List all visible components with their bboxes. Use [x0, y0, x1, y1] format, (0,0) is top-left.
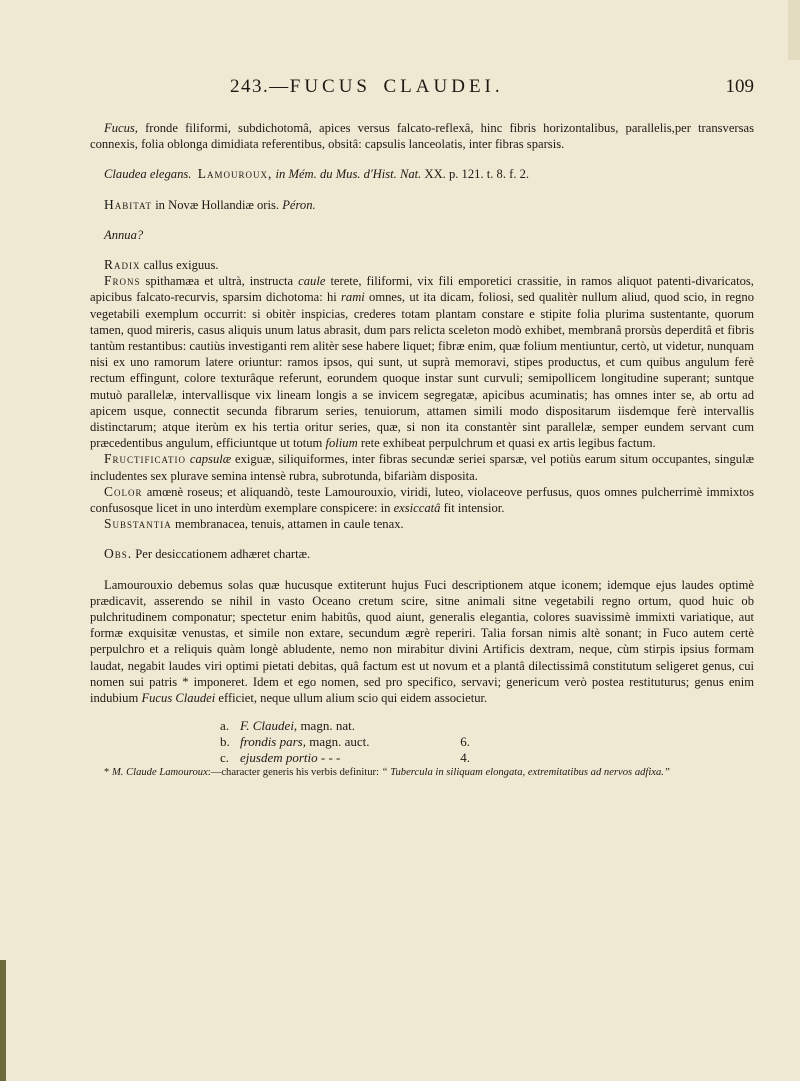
commentary-part1: Lamourouxio debemus solas quæ hucusque extiterunt hujus Fuci descriptionem atque iconem; idemque ejus laudes optimè prædicavit, asserendo se nihil in vasto Oceano cretum scire, sitne animali sitne vegetabili regno ortum, quod huic ob pulchritudinem componatur; spectetur enim habitûs, quod aiunt, generalis elegantia, colores suavissimè immixti variatique, aut formæ exquisitæ venustas, et simile non extare, secundum ægrè reperiri. Talia forsan nimis altè sonant; in Fuco autem certè perpulchro et a reliquis quàm longè abludente, nemo non mirabitur divini Artificis dextram, neque, cùm stirpis ipsius formam laudat, negabit laudes viri optimi pietati debitas, quâ factum est ut novum et a plantâ dilectissimâ constitutum seligeret genus, cui nomen sui patris * imponeret. Idem et ego nomen, sed pro specifico, servavi; genericum verò postea restituturus; genus enim indubium — [90, 577, 754, 706]
synonym-name: Claudea elegans. — [104, 167, 192, 182]
plate-desc: F. Claudei, magn. nat. — [240, 718, 355, 734]
obs-text: Per desiccationem adhæret chartæ. — [135, 547, 311, 562]
habitat-label: Habitat — [104, 196, 153, 212]
page-number: 109 — [725, 76, 754, 97]
footnote-text: :—character generis his verbis definitur: — [207, 767, 379, 779]
obs-label: Obs. — [104, 546, 133, 562]
frons — [90, 273, 754, 451]
fructificatio-capsulae: capsulæ — [189, 452, 232, 467]
fructificatio — [90, 451, 754, 483]
habitat-collector: Péron. — [282, 197, 316, 212]
plate-row — [220, 750, 754, 766]
page-corner-shadow — [788, 0, 800, 60]
synonym — [90, 166, 754, 182]
frons-caule: caule — [298, 274, 326, 289]
title-genus: FUCUS — [289, 76, 371, 97]
radix-text: callus exiguus. — [143, 258, 219, 273]
frons-folium: folium — [325, 436, 358, 451]
commentary — [90, 577, 754, 707]
habitat — [90, 197, 754, 213]
substantia — [90, 516, 754, 532]
plate-label: b. — [220, 734, 230, 750]
frons-part1: spithamæa et ultrà, instructa — [145, 274, 294, 289]
title-species: CLAUDEI. — [383, 76, 504, 97]
radix-label: Radix — [104, 257, 141, 273]
color-text2: fit intensior. — [443, 501, 505, 516]
fructificatio-label: Fructificatio — [104, 451, 187, 467]
substantia-label: Substantia — [104, 516, 172, 532]
commentary-part2: efficiet, neque ullum alium scio qui eidem associetur. — [218, 691, 488, 706]
plate-value: 6. — [460, 734, 470, 750]
species-number: 243.— — [230, 76, 290, 97]
color-exsiccata: exsiccatâ — [393, 501, 441, 516]
footnote-name: M. Claude Lamouroux — [111, 767, 208, 779]
annua: Annua? — [104, 227, 144, 242]
diagnosis — [90, 120, 754, 152]
frons-part2: terete, filiformi, vix fili emporetici crassitie, in ramos aliquot patenti-divaricatos, apicibus falcato-recurvis, sparsim dichotoma: hi — [90, 274, 754, 305]
color — [90, 484, 754, 516]
diagnosis-genus: Fucus, — [104, 121, 138, 135]
color-label: Color — [104, 483, 143, 499]
synonym-ref: in Mém. du Mus. d'Hist. Nat. — [275, 167, 422, 182]
observation — [90, 546, 754, 562]
frons-part3: omnes, ut ita dicam, foliosi, sed qualitèr nullum aliud, quod scio, in regno vegetabili exemplum occurrit: si obitèr inspicias, crederes totam plantam constare e stipite folia plurima sustentante, quorum tamen, quod mireris, casus aliquis unum latus abrasit, dum pars relicta sceleton modò exhibet, membranâ prorsùs deperditâ et fibris tantùm restantibus: cautiùs investiganti rem alitèr sese habere liquet; fibræ enim, quæ folium mentiuntur, certò, ut videtur, nunquam nisi ex uno ramorum latere oriuntur: ramos ipsos, qui sunt, ut suprà memoravi, stipes productus, et cum quibus angulum ferè rectum effingunt, colore texturâque referunt, eorundem quoque instar sunt curvuli; semipollicem longitudine superant; suntque mutuò parallelæ, intervallisque vix lineam longis a se invicem segregatæ, apicibus acuminatis; has omnes inter se, ab ortu ad apicem usque, connectit secunda fibrarum series, tenuiorum, attamen simili modo dispositarum iisdemque ferè intervallis distinctarum; atque iterùm ex his tertia oritur series, quæ, si non ita constantèr sint parallelæ, semper eundem servant cum præcedentibus angulum, efficiuntque ut totum — [90, 290, 754, 451]
plate-value — [440, 718, 470, 734]
radix — [90, 257, 754, 273]
plate-row — [220, 718, 754, 734]
plate-label: c. — [220, 750, 230, 766]
plate-desc: frondis pars, magn. auct. — [240, 734, 370, 750]
commentary-fucus: Fucus — [141, 691, 173, 706]
commentary-claudei: Claudei — [175, 691, 216, 706]
diagnosis-text: fronde filiformi, subdichotomâ, apices versus falcato-reflexâ, hinc fibris horizontalibus, parallelis,per transversas connexis, folia oblonga dimidiata referentibus, obsitâ: capsulis lanceolatis, inter fibras sparsis. — [90, 121, 754, 152]
plate-desc: ejusdem portio - - - — [240, 750, 341, 766]
synonym-author: Lamouroux, — [197, 166, 273, 182]
frons-part4: rete exhibeat perpulchrum et quasi ex artis legibus factum. — [360, 436, 656, 451]
page-title — [230, 76, 504, 98]
plate-value: 4. — [460, 750, 470, 766]
footnote-quote: “ Tubercula in siliquam elongata, extremitatibus ad nervos adfixa.” — [381, 767, 670, 779]
substantia-text: membranacea, tenuis, attamen in caule tenax. — [174, 517, 404, 532]
binding-edge — [0, 960, 6, 1081]
fructificatio-text: exiguæ, siliquiformes, inter fibras secundæ seriei sparsæ, vel potiùs earum situm occupantes, singulæ includentes sex plurave semina intensè rubra, subrotunda, bifariàm disposita. — [90, 452, 754, 483]
plate-row — [220, 734, 754, 750]
plate-label: a. — [220, 718, 230, 734]
running-header — [90, 76, 754, 106]
color-text1: amœnè roseus; et aliquandò, teste Lamourouxio, viridi, luteo, violaceove perfusus, quos omnes pulcherrimè immixtos confusosque licet in uno interdùm exemplare conspicere: in — [90, 484, 754, 516]
synonym-detail: XX. p. 121. t. 8. f. 2. — [424, 167, 530, 182]
footnote — [90, 766, 754, 780]
habitat-text: in Novæ Hollandiæ oris. — [155, 197, 280, 212]
frons-rami: rami — [341, 290, 365, 305]
frons-label: Frons — [104, 273, 141, 289]
footnote-mark: * — [104, 767, 110, 779]
page-body — [90, 120, 754, 780]
plate-legend — [220, 718, 754, 766]
